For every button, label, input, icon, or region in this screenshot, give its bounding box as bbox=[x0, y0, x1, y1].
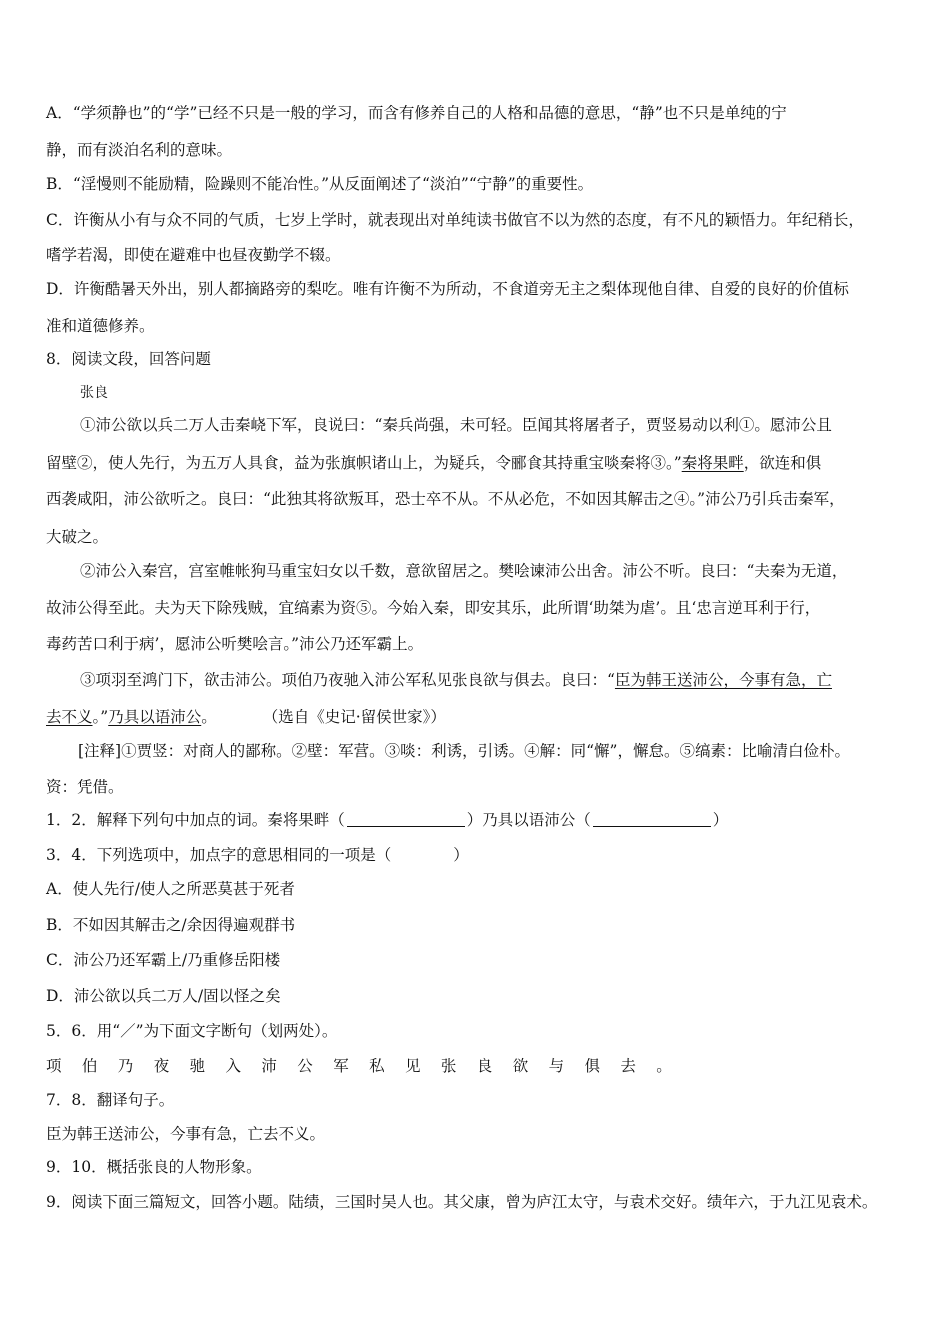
option-b: B．“淫慢则不能励精，险躁则不能冶性。”从反面阐述了“淡泊”“宁静”的重要性。 bbox=[46, 175, 594, 193]
question-7-8: 7．8．翻译句子。 bbox=[46, 1091, 175, 1109]
choice-a: A．使人先行/使人之所恶莫甚于死者 bbox=[46, 880, 295, 898]
option-c-line2: 嗜学若渴，即使在避难中也昼夜勤学不辍。 bbox=[46, 246, 341, 264]
passage-p2-line2: 故沛公得至此。夫为天下除残贼，宜缟素为资⑤。今始入秦，即安其乐，此所谓‘助桀为虐’。且‘忠言逆耳利于行， bbox=[46, 599, 821, 617]
question-1-2 bbox=[46, 810, 908, 830]
question-5-6: 5．6．用“／”为下面文字断句（划两处）。 bbox=[46, 1022, 338, 1040]
question-9-10: 9．10．概括张良的人物形象。 bbox=[46, 1158, 262, 1176]
passage-title: 张良 bbox=[80, 385, 108, 401]
choice-c: C．沛公乃还军霸上/乃重修岳阳楼 bbox=[46, 951, 281, 969]
option-a-line1: A．“学须静也”的“学”已经不只是一般的学习，而含有修养自己的人格和品德的意思，“静”也不只是单纯的宁 bbox=[46, 104, 787, 122]
underlined-phrase-2: 乃具以语沛公 bbox=[108, 708, 202, 726]
text-run: ③项羽至鸿门下，欲击沛公。项伯乃夜驰入沛公军私见张良欲与俱去。良曰：“ bbox=[80, 671, 615, 689]
passage-p1-line1: ①沛公欲以兵二万人击秦峣下军，良说曰：“秦兵尚强，未可轻。臣闻其将屠者子，贾竖易动以利①。愿沛公且 bbox=[80, 416, 832, 434]
source-citation: （选自《史记·留侯世家》） bbox=[262, 708, 446, 726]
passage-p3-line2 bbox=[46, 707, 908, 727]
passage-p1-line3: 西袭咸阳，沛公欲听之。良曰：“此独其将欲叛耳，恐士卒不从。不从必危，不如因其解击之④。”沛公乃引兵击秦军， bbox=[46, 490, 845, 508]
text-run: ） bbox=[453, 846, 469, 864]
option-c-line1: C．许衡从小有与众不同的气质，七岁上学时，就表现出对单纯读书做官不以为然的态度，有不凡的颖悟力。年纪稍长， bbox=[46, 211, 864, 229]
passage-p1-line4: 大破之。 bbox=[46, 528, 109, 546]
passage-p1-line2 bbox=[46, 453, 908, 473]
text-run: 3．4．下列选项中，加点字的意思相同的一项是（ bbox=[46, 846, 392, 864]
text-run: 。 bbox=[201, 708, 217, 726]
text-run: ，欲连和俱 bbox=[743, 454, 822, 472]
option-d-line1: D．许衡酷暑天外出，别人都摘路旁的梨吃。唯有许衡不为所动，不食道旁无主之梨体现他自律、自爱的良好的价值标 bbox=[46, 280, 849, 298]
underlined-phrase: 秦将果畔 bbox=[681, 454, 744, 472]
text-run: ）乃具以语沛公（ bbox=[466, 811, 591, 829]
punctuation-text: 项伯乃夜驰入沛公军私见张良欲与俱去。 bbox=[46, 1057, 693, 1075]
answer-blank-2[interactable] bbox=[593, 812, 711, 827]
notes-line1: [注释]①贾竖：对商人的鄙称。②壁：军营。③啖：利诱，引诱。④解：同“懈”，懈怠。⑤缟素：比喻清白俭朴。 bbox=[78, 742, 850, 760]
underlined-sentence: 臣为韩王送沛公，今事有急，亡 bbox=[614, 671, 832, 689]
passage-p2-line1: ②沛公入秦宫，宫室帷帐狗马重宝妇女以千数，意欲留居之。樊哙谏沛公出舍。沛公不听。良曰：“夫秦为无道， bbox=[80, 562, 848, 580]
text-run: ） bbox=[712, 811, 729, 829]
choice-d: D．沛公欲以兵二万人/固以怪之矣 bbox=[46, 987, 281, 1005]
text-run: 。” bbox=[92, 708, 109, 726]
question-8-heading: 8．阅读文段，回答问题 bbox=[46, 350, 211, 368]
text-run: 留壁②，使人先行，为五万人具食，益为张旗帜诸山上，为疑兵，令郦食其持重宝啖秦将③。” bbox=[46, 454, 682, 472]
option-a-line2: 静，而有淡泊名利的意味。 bbox=[46, 141, 233, 159]
translate-sentence: 臣为韩王送沛公，今事有急，亡去不义。 bbox=[46, 1125, 326, 1143]
text-run: 1．2．解释下列句中加点的词。秦将果畔（ bbox=[46, 811, 345, 829]
underlined-sentence-end: 去不义 bbox=[46, 708, 93, 726]
question-9: 9．阅读下面三篇短文，回答小题。陆绩，三国时吴人也。其父康，曾为庐江太守，与袁术交好。绩年六，于九江见袁术。 bbox=[46, 1193, 878, 1211]
passage-p3-line1 bbox=[80, 670, 908, 690]
option-d-line2: 准和道德修养。 bbox=[46, 317, 155, 335]
answer-blank-1[interactable] bbox=[347, 812, 465, 827]
passage-p2-line3: 毒药苦口利于病’，愿沛公听樊哙言。”沛公乃还军霸上。 bbox=[46, 635, 424, 653]
notes-line2: 资：凭借。 bbox=[46, 778, 124, 796]
choice-b: B．不如因其解击之/余因得遍观群书 bbox=[46, 916, 296, 934]
question-3-4 bbox=[46, 845, 908, 865]
